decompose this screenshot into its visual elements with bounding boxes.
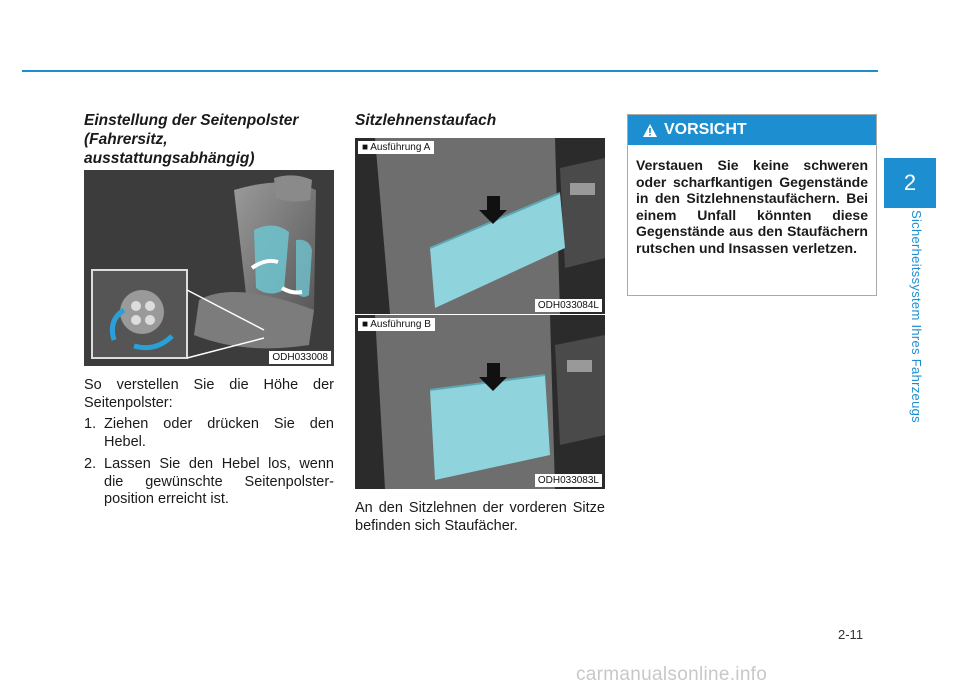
- page-number: 2-11: [838, 627, 864, 642]
- steps-list: [84, 416, 334, 514]
- section1-intro: [84, 377, 334, 412]
- watermark: carmanualsonline.info: [576, 664, 768, 685]
- caution-box: [627, 114, 877, 296]
- warning-icon: [642, 123, 658, 138]
- chapter-title: Sicherheitssystem Ihres Fahrzeugs: [909, 210, 924, 423]
- caution-title: VORSICHT: [664, 121, 747, 138]
- step-text: Lassen Sie den Hebel los, wenn die gewünschte Seitenpolster-position erreicht ist.: [104, 456, 334, 507]
- step-text: Ziehen oder drücken Sie den Hebel.: [104, 416, 334, 450]
- section1-heading-line3: ausstattungsabhängig): [84, 150, 255, 167]
- step-item: [84, 456, 334, 509]
- chapter-tab[interactable]: [884, 158, 936, 208]
- image-code-a: ODH033084L: [535, 299, 602, 312]
- pocket-a-svg: [355, 138, 605, 314]
- seat-bolster-illustration: [84, 170, 334, 366]
- seat-bolster-svg: [84, 170, 334, 366]
- step-item: [84, 416, 334, 451]
- image-code: ODH033008: [269, 351, 331, 364]
- section1-heading-line2: (Fahrersitz,: [84, 131, 168, 148]
- pocket-b-svg: [355, 315, 605, 489]
- variant-label-a: ■ Ausführung A: [358, 141, 434, 154]
- caution-text: Verstauen Sie keine schweren oder scharfkantigen Gegenstände in den Sitzlehnenstaufächern. Bei einem Unfall könnten diese Gegenstände aus den Staufächern rutschen und Insassen verletzen.: [636, 157, 868, 256]
- variant-label-b: ■ Ausführung B: [358, 318, 435, 331]
- seatback-pocket-b-illustration: [355, 315, 605, 489]
- section1-heading: [84, 111, 334, 168]
- chapter-number: 2: [903, 170, 917, 195]
- image-code-b: ODH033083L: [535, 474, 602, 487]
- section2-heading: Sitzlehnenstaufach: [355, 112, 497, 129]
- header-rule: [22, 70, 878, 72]
- caution-header: [628, 115, 876, 145]
- section1-heading-line1: Einstellung der Seitenpolster: [84, 112, 299, 129]
- section2-body: An den Sitzlehnen der vorderen Sitze befinden sich Staufächer.: [355, 500, 605, 534]
- section1-intro-line1: So verstellen Sie die Höhe der: [84, 377, 334, 393]
- section1-intro-line2: Seitenpolster:: [84, 394, 173, 411]
- seatback-pocket-a-illustration: [355, 138, 605, 314]
- step-number: 2.: [84, 456, 97, 472]
- step-number: 1.: [84, 416, 97, 432]
